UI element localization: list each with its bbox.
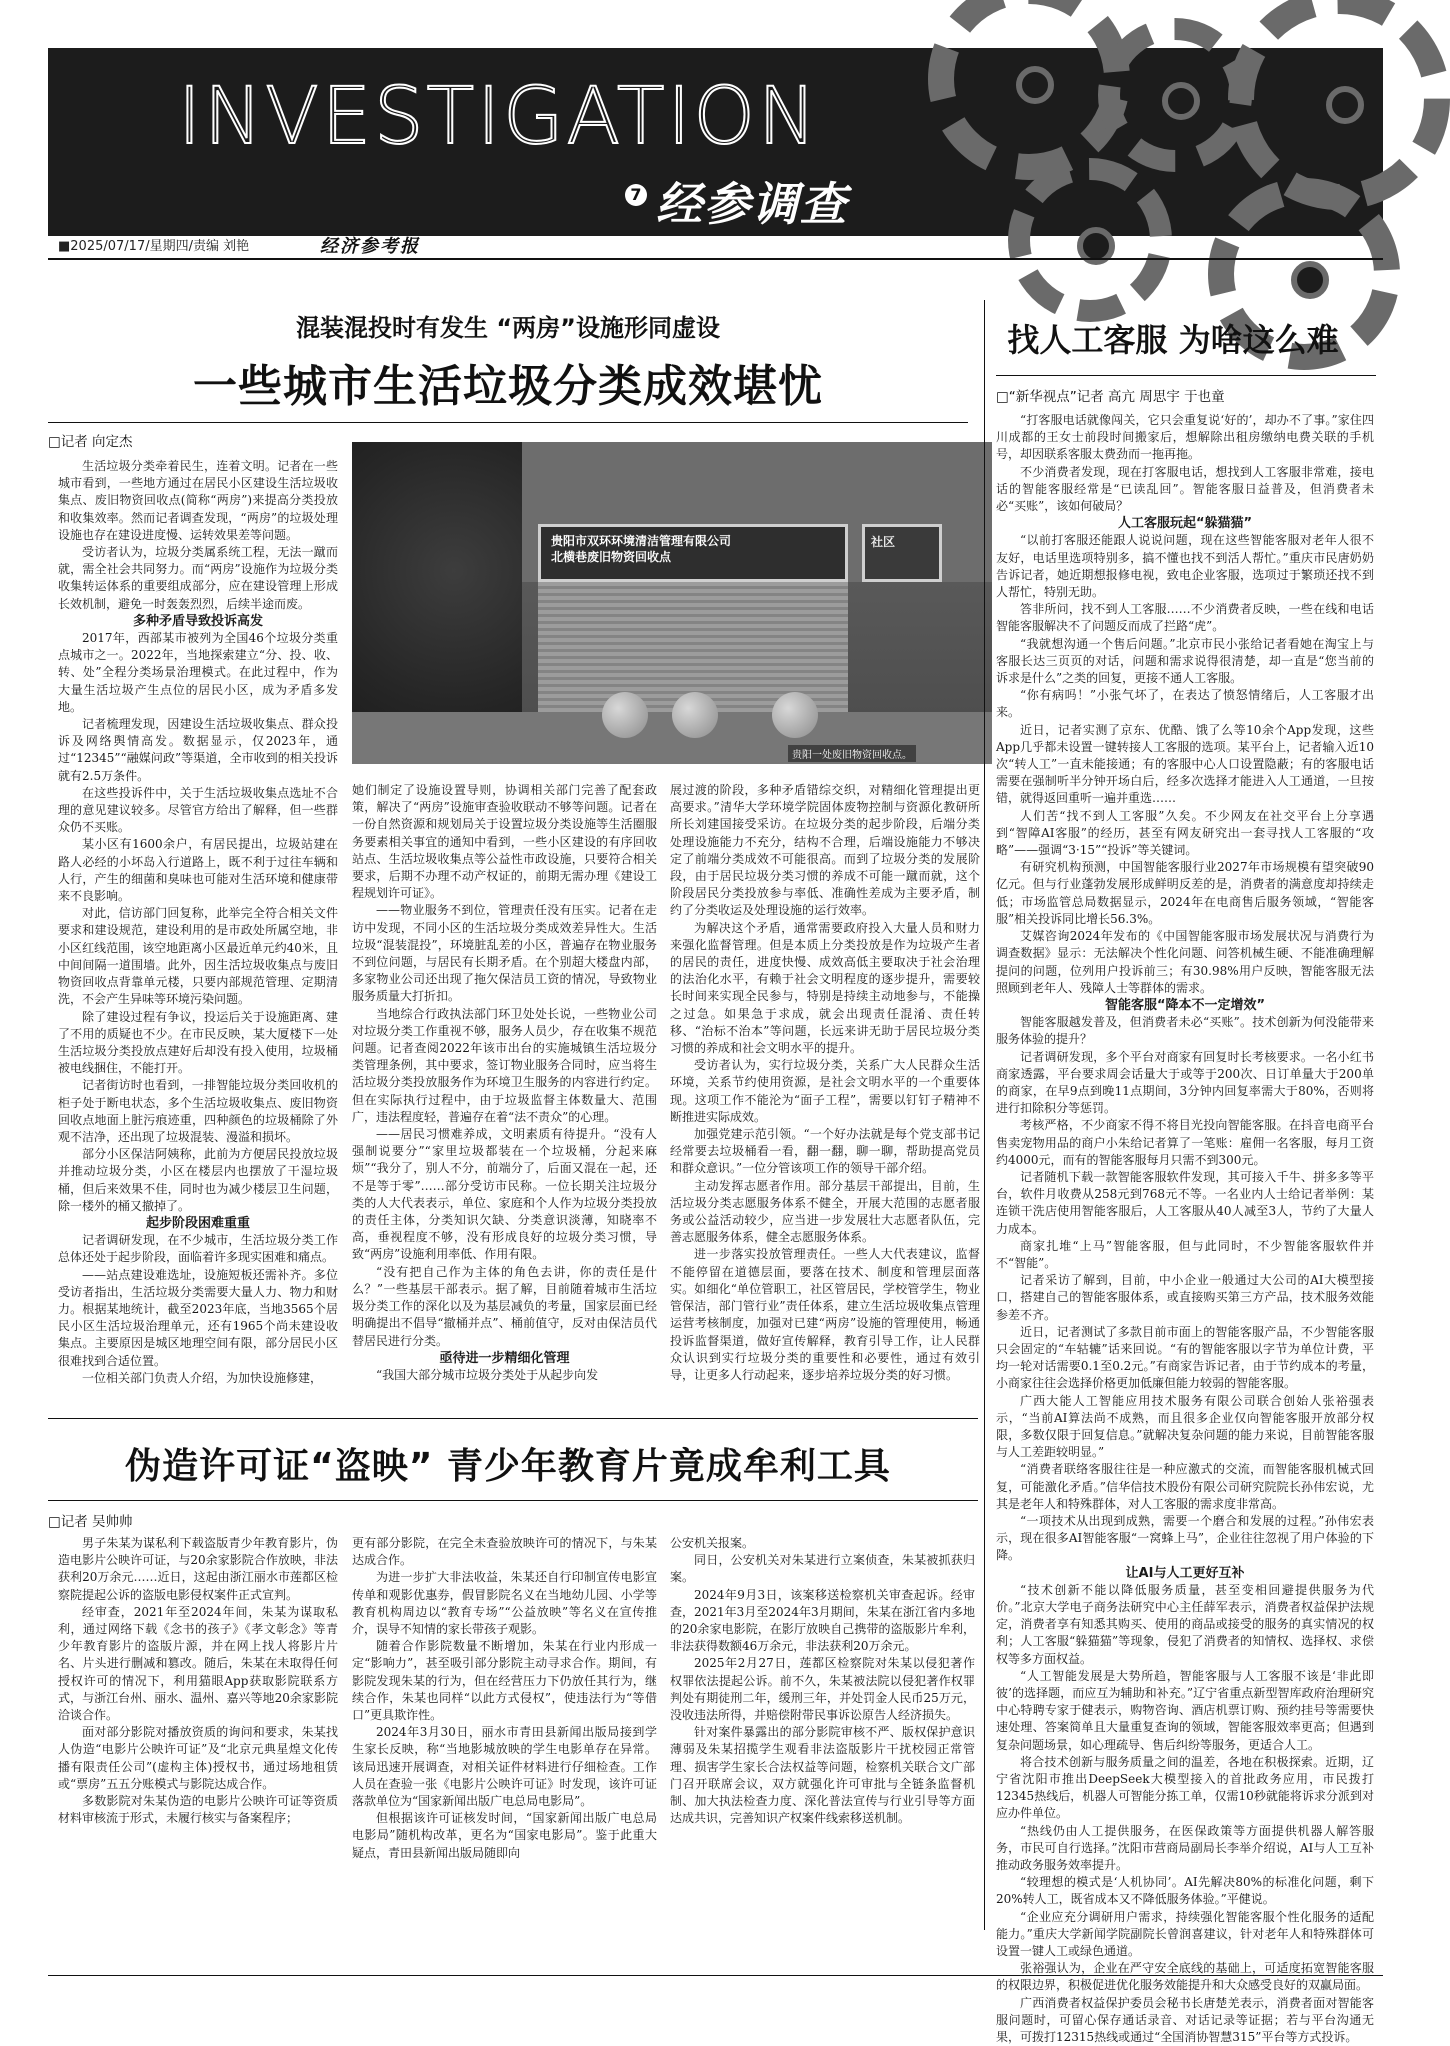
stone-ball — [772, 692, 818, 738]
photo-signboard-right: 社区 — [862, 524, 942, 582]
paragraph: 当地综合行政执法部门环卫处处长说，一些物业公司对垃圾分类工作重视不够，服务人员少，存在收集不规范问题。记者查阅2022年该市出台的实施城镇生活垃圾分类管理条例，其中要求，签订物业服务合同时，应当将生活垃圾分类投放服务作为环境卫生服务的内容进行约定。但在实际执行过程中，由于垃圾监督主体数量大、范围广，违法程度轻，普遍存在着“法不责众”的心理。 — [352, 1006, 657, 1124]
paragraph: 除了建设过程有争议，投运后关于设施距离、建了不用的质疑也不少。在市民反映，某大厦楼下一处生活垃圾分类投放点建好后却没有投入使用，垃圾桶被电线捆住，不能打开。 — [58, 1009, 338, 1076]
paragraph: 考核严格，不少商家不得不将目光投向智能客服。在抖音电商平台售卖宠物用品的商户小朱给记者算了一笔账：雇佣一名客服，每月工资约4000元，而有的智能客服每月只需不到300元。 — [996, 1118, 1374, 1167]
article1-byline: □记者 向定杰 — [48, 434, 133, 450]
paragraph-continued: 她们制定了设施设置导则，协调相关部门完善了配套政策，解决了“两房”设施审查验收联动不够等问题。记者在一份自然资源和规划局关于设置垃圾分类设施等生活圈服务要素相关事宜的通知中看到，一些小区建设的有序回收站点、生活垃圾收集点等公益性市政设施，只要符合相关要求，后期不办理不动产权证的，前期无需办理《建设工程规划许可证》。 — [352, 783, 657, 901]
paragraph: 2024年9月3日，该案移送检察机关审查起诉。经审查，2021年3月至2024年3月期间，朱某在浙江省内多地的20余家电影院，在影厅放映自己携带的盗版影片牟利，非法获得数额46万余元，非法获利20万余元。 — [670, 1587, 975, 1654]
subheading: 人工客服玩起“躲猫猫” — [1117, 516, 1253, 532]
section-title-english: INVESTIGATION — [178, 72, 820, 162]
paragraph: “打客服电话就像闯关，它只会重复说‘好的’，却办不了事。”家住四川成都的王女士前段时间搬家后，想解除出租房缴纳电费关联的手机号，却因联系客服太费劲而一拖再拖。 — [996, 413, 1374, 462]
paragraph: 智能客服越发普及，但消费者未必“买账”。技术创新为何没能带来服务体验的提升？ — [996, 1015, 1374, 1047]
paragraph: 男子朱某为谋私利下载盗版青少年教育影片，伪造电影片公映许可证，与20余家影院合作放映，非法获利20万余元……近日，这起由浙江丽水市莲都区检察院提起公诉的盗版电影侵权案件正式宣判。 — [58, 1536, 338, 1602]
masthead-banner — [48, 48, 1383, 236]
paragraph: 一位相关部门负责人介绍，为加快设施修建， — [82, 1370, 323, 1385]
article3-column-1 — [58, 1535, 338, 1965]
paragraph: 受访者认为，垃圾分类属系统工程，无法一蹴而就，需全社会共同努力。而“两房”设施作为垃圾分类收集转运体系的重要组成部分，应在建设管理上形成长效机制，避免一时轰轰烈烈，后续半途而废。 — [58, 545, 338, 611]
column-separator — [984, 300, 985, 1930]
article3-headline: 伪造许可证“盗映” 青少年教育片竟成牟利工具 — [125, 1446, 891, 1487]
article1-headline: 一些城市生活垃圾分类成效堪忧 — [193, 361, 823, 412]
photo-sign-sub: 北横巷废旧物资回收点 — [551, 550, 672, 564]
paragraph-continued: 更有部分影院，在完全未查验放映许可的情况下，与朱某达成合作。 — [352, 1536, 657, 1568]
page-number: 7 — [625, 184, 647, 206]
paragraph: “技术创新不能以降低服务质量，甚至变相回避提供服务为代价。”北京大学电子商务法研究中心主任薛军表示，消费者权益保护法规定，消费者享有知悉其购买、使用的商品或接受的服务的真实情况的权利；人工客服“躲猫猫”等现象，侵犯了消费者的知情权、选择权、求偿权等多方面权益。 — [996, 1582, 1374, 1666]
paragraph: 记者调研发现，多个平台对商家有回复时长考核要求。一名小红书商家透露，平台要求周会话量大于或等于200次、日订单量大于200单的商家，在早9点到晚11点期间，3分钟内回复率需大于80%，否则将进行扣除积分等惩罚。 — [996, 1049, 1374, 1116]
subheading: 起步阶段困难重重 — [145, 1215, 250, 1231]
paragraph: 记者梳理发现，因建设生活垃圾收集点、群众投诉及网络舆情高发。数据显示，仅2023年，通过“12345”“融媒问政”等渠道，全市收到的相关投诉就有2.5万条件。 — [58, 717, 338, 783]
article2-headline: 找人工客服 为啥这么难 — [1007, 321, 1339, 359]
paragraph: 近日，记者测试了多款目前市面上的智能客服产品，不少智能客服只会固定的“车轱辘”话来回说。“有的智能客服以字节为单位计费，平均一轮对话需要0.1至0.2元。”有商家告诉记者，由于节约成本的考量，小商家往往会选择价格更加低廉但能力较弱的智能客服。 — [996, 1324, 1374, 1391]
paragraph: 不少消费者发现，现在打客服电话，想找到人工客服非常难，接电话的智能客服经常是“已读乱回”。智能客服日益普及，但消费者未必“买账”，该如何破局？ — [996, 464, 1374, 514]
paragraph: 艾媒咨询2024年发布的《中国智能客服市场发展状况与消费行为调查数据》显示：无法解决个性化问题、问答机械生硬、不能准确理解提问的问题，位列用户投诉前三；有30.98%用户反映，智能客服无法照顾到老年人、残障人士等群体的需求。 — [996, 929, 1374, 995]
paragraph: “没有把自己作为主体的角色去讲，你的责任是什么？”一些基层干部表示。据了解，目前随着城市生活垃圾分类工作的深化以及为基层减负的考量，国家层面已经明确提出不倡导“撤桶并点”、桶前值守，反对由保洁员代替居民进行分类。 — [352, 1264, 657, 1348]
gear-icon — [1228, 0, 1450, 210]
paragraph: 2024年3月30日，丽水市青田县新闻出版局接到学生家长反映，称“当地影城放映的学生电影单存在异常。该局迅速开展调查，对相关证件材料进行仔细检查。工作人员在查验一张《电影片公映许可证》时发现，该许可证落款单位为“国家新闻出版广电总局电影局”。 — [352, 1725, 657, 1809]
paragraph: “以前打客服还能跟人说说问题，现在这些智能客服对老年人很不友好，电话里选项特别多，搞不懂也找不到活人帮忙。”重庆市民唐奶奶告诉记者，她近期想报修电视，致电企业客服，选项过于繁琐还找不到人帮忙，特别无助。 — [996, 533, 1374, 600]
section-title-chinese: 经参调查 — [656, 177, 848, 231]
header-rule — [48, 258, 1383, 260]
paragraph: “我国大部分城市垃圾分类处于从起步向发 — [376, 1367, 599, 1382]
paragraph: 主动发挥志愿者作用。部分基层干部提出，目前，生活垃圾分类志愿服务体系不健全，开展大范围的志愿者服务或公益活动较少，应当进一步发展壮大志愿者队伍，完善志愿服务体系，健全志愿服务体系。 — [670, 1178, 980, 1245]
paragraph-continued: 公安机关报案。 — [670, 1536, 755, 1550]
paragraph: 为解决这个矛盾，通常需要政府投入大量人员和财力来强化监督管理。但是本质上分类投放是作为垃圾产生者的居民的责任，进度快慢、成效高低主要取决于社会治理的法治化水平，有赖于社会文明程度的逐步提升，需要较长时间来实现全民参与，特别是持续主动地参与，不能操之过急。如果急于求成，就会出现责任混淆、责任转移、“治标不治本”等问题，长远来讲无助于居民垃圾分类习惯的养成和社会文明水平的提升。 — [670, 920, 980, 1056]
paragraph: “消费者联络客服往往是一种应激式的交流，而智能客服机械式回复，可能激化矛盾。”信华信技术股份有限公司研究院院长孙伟宏说，尤其是老年人和特殊群体，对人工客服的需求度非常高。 — [996, 1462, 1374, 1511]
subheading: 让AI与人工更好互补 — [1125, 1565, 1245, 1581]
dateline: ■2025/07/17/星期四/责编 刘艳 — [58, 239, 250, 254]
subheading: 多种矛盾导致投诉高发 — [132, 613, 263, 629]
paragraph: 部分小区保洁阿姨称，此前为方便居民投放垃圾并推动垃圾分类，小区在楼层内也摆放了干湿垃圾桶，但后来效果不佳，同时也为减少楼层卫生问题，除一楼外的桶又撤掉了。 — [58, 1147, 338, 1213]
stone-ball — [672, 692, 718, 738]
article3-top-rule — [48, 1418, 978, 1419]
paragraph: 记者调研发现，在不少城市，生活垃圾分类工作总体还处于起步阶段，面临着许多现实困难和痛点。 — [58, 1233, 338, 1265]
paragraph: 广西大能人工智能应用技术服务有限公司联合创始人张裕强表示，“当前AI算法尚不成熟，而且很多企业仅向智能客服开放部分权限，多数仅限于回复信息。”就解决复杂问题的能力来说，目前智能客服与人工差距较明显。” — [996, 1393, 1374, 1460]
paragraph: 但根据该许可证核发时间，“国家新闻出版广电总局电影局”随机构改革，更名为“国家电影局”。鉴于此重大疑点，青田县新闻出版局随即向 — [352, 1811, 657, 1860]
paragraph: “企业应充分调研用户需求，持续强化智能客服个性化服务的适配能力。”重庆大学新闻学院副院长曾润喜建议，针对老年人和特殊群体可设置一键人工或绿色通道。 — [996, 1909, 1374, 1959]
paragraph: 2017年，西部某市被列为全国46个垃圾分类重点城市之一。2022年，当地探索建立“分、投、收、转、处”全程分类场景治理模式。在此过程中，作为大量生活垃圾产生点位的居民小区，成为矛盾多发地。 — [58, 631, 338, 714]
paragraph: 记者随机下载一款智能客服软件发现，其可接入千牛、拼多多等平台，软件月收费从258元到768元不等。一名业内人士给记者举例：某连锁干洗店使用智能客服后，人工客服从40人减至3人，节约了大量人力成本。 — [996, 1169, 1374, 1236]
paragraph: 人们苦“找不到人工客服”久矣。不少网友在社交平台上分享遇到“智障AI客服”的经历，甚至有网友研究出一套寻找人工客服的“攻略”——强调“3·15”“投诉”等关键词。 — [996, 808, 1374, 858]
article2-column — [996, 412, 1374, 2045]
paragraph: 某小区有1600余户，有居民提出，垃圾站建在路人必经的小坏岛入行道路上，既不利于过往车辆和人行，产生的细菌和臭味也可能对生活环境和健康带来不良影响。 — [58, 837, 338, 904]
article3-column-2 — [352, 1535, 657, 1965]
paragraph: 针对案件暴露出的部分影院审核不严、版权保护意识薄弱及朱某招揽学生观看非法盗版影片干扰校园正常管理、损害学生家长合法权益等问题，检察机关联合文广部门召开联席会议，双方就强化许可审批与全链条监督机制、加大执法检查力度、深化普法宣传与行业引导等方面达成共识，完善知识产权案件线索移送机制。 — [670, 1725, 975, 1826]
paragraph: “热线仍由人工提供服务，在医保政策等方面提供机器人解答服务，市民可自行选择。”沈阳市营商局副局长李举介绍说，AI与人工互补推动政务服务效率提升。 — [996, 1823, 1374, 1873]
paragraph: 同日，公安机关对朱某进行立案侦查，朱某被抓获归案。 — [670, 1553, 975, 1585]
paragraph: “一项技术从出现到成熟，需要一个磨合和发展的过程。”孙伟宏表示，现在很多AI智能客服“一窝蜂上马”，企业往往忽视了用户体验的下降。 — [996, 1514, 1374, 1563]
article2-byline: □“新华视点”记者 高亢 周思宇 于也童 — [996, 389, 1225, 405]
paragraph-continued: 展过渡的阶段，多种矛盾错综交织，对精细化管理提出更高要求。”清华大学环境学院固体废物控制与资源化教研所所长刘建国接受采访。在垃圾分类的起步阶段，后端分类处理设施能力不充分，结构不合理，后端设施能力不够决定了前端分类成效不可能很高。而到了垃圾分类的发展阶段，由于居民垃圾分类习惯的养成不可能一蹴而就，这个阶段居民分类投放参与率低、准确性差成为主要矛盾，制约了分类收运及处理设施的运行效率。 — [670, 783, 980, 918]
paragraph: “较理想的模式是‘人机协同’。AI先解决80%的标准化问题，剩下20%转人工，既省成本又不降低服务体验。”平健说。 — [996, 1875, 1374, 1907]
photo-caption: 贵阳一处废旧物资回收点。 — [788, 745, 916, 762]
article1-kicker: 混装混投时有发生 “两房”设施形同虚设 — [296, 314, 720, 342]
subheading: 亟待进一步精细化管理 — [439, 1350, 570, 1366]
article3-rule — [48, 1500, 978, 1501]
photo-signboard — [538, 524, 848, 582]
paragraph: 2025年2月27日，莲都区检察院对朱某以侵犯著作权罪依法提起公诉。前不久，朱某被法院以侵犯著作权罪判处有期徒刑二年，缓刑三年，并处罚金人民币25万元，没收违法所得，并赔偿附带民事诉讼原告人经济损失。 — [670, 1656, 975, 1723]
paragraph: “人工智能发展是大势所趋，智能客服与人工客服不该是‘非此即彼’的选择题，而应互为辅助和补充。”辽宁省重点新型智库政府治理研究中心特聘专家于健表示，购物咨询、酒店机票订购、预约挂号等需要快速处理、答案简单且大量重复查询的领域，智能客服效率更高；但遇到复杂问题场景，如心理疏导、售后纠纷等服务，更适合人工。 — [996, 1668, 1374, 1752]
paragraph: 有研究机构预测，中国智能客服行业2027年市场规模有望突破90亿元。但与行业蓬勃发展形成鲜明反差的是，消费者的满意度却持续走低；市场监管总局数据显示，2024年在电商售后服务领域，“智能客服”相关投诉同比增长56.3%。 — [996, 860, 1374, 926]
paragraph: 记者采访了解到，目前，中小企业一般通过大公司的AI大模型接口，搭建自己的智能客服体系，或直接购买第三方产品，技术服务效能参差不齐。 — [996, 1273, 1374, 1322]
paragraph: ——物业服务不到位，管理责任没有压实。记者在走访中发现，不同小区的生活垃圾分类成效差异性大。生活垃圾“混装混投”，环境脏乱差的小区，普遍存在物业服务不到位问题，与居民有长期矛盾。在个别超大楼盘内部，多家物业公司还出现了拖欠保洁员工资的情况，导致物业服务质量大打折扣。 — [352, 903, 657, 1004]
paragraph: ——站点建设难选址，设施短板还需补齐。多位受访者指出，生活垃圾分类需要大量人力、物力和财力。根据某地统计，截至2023年底，当地3565个居民小区生活垃圾治理单元，还有1965个尚未建设收集点。主要原因是城区地理空间有限，部分居民小区很难找到合适位置。 — [58, 1267, 338, 1368]
paragraph: 面对部分影院对播放资质的询问和要求，朱某找人伪造“电影片公映许可证”及“北京元典星煌文化传播有限责任公司”(虚构主体)授权书，通过场地租赁或“票房”五五分账模式与影院达成合作。 — [58, 1725, 338, 1791]
paragraph: 广西消费者权益保护委员会秘书长唐楚羌表示，消费者面对智能客服问题时，可留心保存通话录音、对话记录等证据；若与平台沟通无果，可拨打12315热线或通过“全国消协智慧315”平台等方式投诉。 — [996, 1995, 1374, 2045]
paragraph: 随着合作影院数量不断增加，朱某在行业内形成一定“影响力”，甚至吸引部分影院主动寻求合作。期间，有影院发现朱某的行为，但在经营压力下仍放任其行为，继续合作，朱某也同样“以此方式侵权”，使违法行为“等借口”更具欺诈性。 — [352, 1639, 657, 1723]
paragraph: 近日，记者实测了京东、优酷、饿了么等10余个App发现，这些App几乎都未设置一键转接人工客服的选项。某平台上，记者输入近10次“转人工”一直未能接通；有的客服中心人口设置隐蔽；有的客服电话需要在强制听半分钟开场白后，经多次选择才能进入人工通道，一旦按错，就得返回重听一遍并重选…… — [996, 722, 1374, 806]
paragraph: 进一步落实投放管理责任。一些人大代表建议，监督不能停留在道德层面，要落在技术、制度和管理层面落实。如细化“单位管职工，社区管居民，学校管学生，物业管保洁，部门管行业”责任体系，建立生活垃圾收集点管理运营考核制度，加强对已建“两房”设施的管理使用，畅通投诉监督渠道，做好宣传解释，教育引导工作，让人民群众认识到实行垃圾分类的重要性和必要性，通过有效引导，让更多人行动起来，逐步培养垃圾分类的好习惯。 — [670, 1247, 980, 1382]
paragraph: 多数影院对朱某伪造的电影片公映许可证等资质材料审核流于形式，未履行核实与备案程序； — [58, 1794, 338, 1826]
paragraph: 为进一步扩大非法收益，朱某还自行印制宣传电影宣传单和观影优惠券，假冒影院名义在当地幼儿园、小学等教育机构周边以“教育专场”“公益放映”等名义在宣传推介，误导不知情的家长带孩子观影。 — [352, 1570, 657, 1637]
paragraph: 对此，信访部门回复称，此举完全符合相关文件要求和建设规范，建设利用的是市政处所属空地，非小区红线范围，该空地距离小区最近单元约40米，且中间间隔一道围墙。此外，因生活垃圾收集点与废旧物资回收点背靠单元楼，只要内部规范管理、定期清洗，不会产生异味等环境污染问题。 — [58, 906, 338, 1007]
gear-icon — [1008, 158, 1172, 322]
paragraph: “你有病吗！”小张气坏了，在表达了愤怒情绪后，人工客服才出来。 — [996, 688, 1374, 720]
paragraph: 将合技术创新与服务质量之间的温差，各地在积极探索。近期，辽宁省沈阳市推出DeepSeek大模型接入的首批政务应用，市民拨打12345热线后，机器人可智能分拣工单，仅需10秒就能将诉求分派到对应办件单位。 — [996, 1754, 1374, 1821]
paragraph: “我就想沟通一个售后问题。”北京市民小张给记者看她在淘宝上与客服长达三页页的对话，问题和需求说得很清楚，却一直是“您当前的诉求是什么”之类的回复，更接不通人工客服。 — [996, 636, 1374, 686]
paragraph: 记者街访时也看到，一排智能垃圾分类回收机的柜子处于断电状态，多个生活垃圾收集点、废旧物资回收点地面上脏污痕迹重，四种颜色的垃圾桶除了外观不洁净，还出现了垃圾混装、漫溢和损坏。 — [58, 1078, 338, 1144]
photo-sign-main: 贵阳市双环环境清洁管理有限公司 — [551, 534, 732, 548]
article3-byline: □记者 吴帅帅 — [48, 1514, 133, 1530]
article1-rule — [48, 422, 968, 423]
article3-column-3 — [670, 1535, 975, 1965]
paragraph: ——居民习惯难养成，文明素质有待提升。“没有人强制说要分”“家里垃圾都装在一个垃圾桶，分起来麻烦”“我分了，别人不分，前端分了，后面又混在一起，还不是等于零”……部分受访市民称。一位长期关注垃圾分类的人大代表表示，单位、家庭和个人作为垃圾分类投放的责任主体，分类知识欠缺、分类意识淡薄，知晓率不高，垂视程度不够，没有形成良好的垃圾分类习惯，导致“两房”设施利用率低、作用有限。 — [352, 1127, 657, 1262]
paragraph: 张裕强认为，企业在严守安全底线的基础上，可适度拓宽智能客服的权限边界，积极促进优化服务效能提升和大众感受良好的双赢局面。 — [996, 1961, 1374, 1993]
article1-photo — [352, 442, 992, 764]
paragraph: 答非所问，找不到人工客服……不少消费者反映，一些在线和电话智能客服解决不了问题反而成了拦路“虎”。 — [996, 602, 1374, 634]
paragraph: 在这些投诉件中，关于生活垃圾收集点选址不合理的意见建议较多。尽管官方给出了解释，但一些群众仍不买账。 — [58, 785, 338, 835]
paragraph: 经审查，2021年至2024年间，朱某为谋取私利，通过网络下载《念书的孩子》《孝文彰念》等青少年教育影片的盗版片源，并在网上找人将影片片名、片头进行删减和篡改。随后，朱某在未取得任何授权许可的情况下，利用猫眼App获取影院联系方式，与浙江台州、丽水、温州、嘉兴等地20余家影院洽谈合作。 — [58, 1604, 338, 1723]
article2-rule — [996, 375, 1376, 376]
paragraph: 受访者认为，实行垃圾分类，关系广大人民群众生活环境，关系节约使用资源，是社会文明水平的一个重要体现。这项工作不能沦为“面子工程”，需要以钉钉子精神不断推进实际成效。 — [670, 1058, 980, 1124]
subheading: 智能客服“降本不一定增效” — [1104, 997, 1266, 1013]
paragraph: 加强党建示范引领。“一个好办法就是每个党支部书记经常要去垃圾桶看一看，翻一翻，聊一聊，帮助提高党员和群众意识。”一位分管该项工作的领导干部介绍。 — [670, 1127, 980, 1176]
paragraph: 生活垃圾分类牵着民生，连着文明。记者在一些城市看到，一些地方通过在居民小区建设生活垃圾收集点、废旧物资回收点(简称“两房”)来提高分类投放和收集效率。然而记者调查发现，“两房”的垃圾处理设施也存在建设进度慢、运转效果差等问题。 — [58, 459, 338, 542]
footer-rule — [48, 1975, 1383, 1976]
paragraph: 商家扎堆“上马”智能客服，但与此同时，不少智能客服软件并不“智能”。 — [996, 1238, 1374, 1270]
stone-ball — [602, 692, 648, 738]
newspaper-logo: 经济参考报 — [320, 236, 420, 257]
